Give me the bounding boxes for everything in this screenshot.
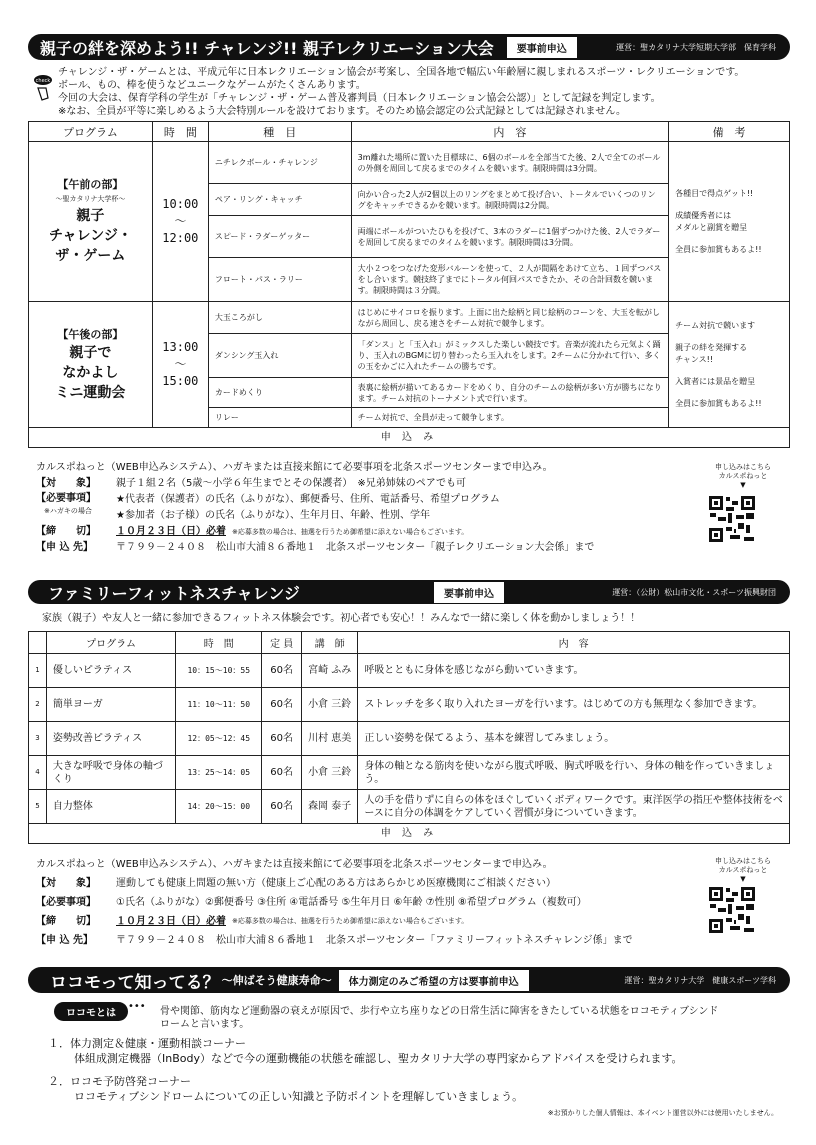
section2-apply-intro: カルスポねっと（WEB申込みシステム）、ハガキまたは直接来館にて必要事項を北条スポーツセンターまで申込み。 xyxy=(36,859,553,870)
section1-target-label: 【対 象】 xyxy=(36,478,96,489)
section1-to: 〒７９９－２４０８ 松山市大浦８６番地１ 北条スポーツセンター「親子レクリエーション大会係」まで xyxy=(116,542,595,553)
morning-name-1: 親子 xyxy=(76,208,105,224)
section2-deadline-note: ※応募多数の場合は、抽選を行うため御希望に添えない場合もございます。 xyxy=(232,917,469,925)
section1-req-2: ★参加者（お子様）の氏名（ふりがな）、生年月日、年齢、性別、学年 xyxy=(116,510,430,521)
section1-intro-2: ボール、もの、棒を使うなどユニークなゲームがたくさんあります。 xyxy=(58,80,366,91)
section3-definition-1: 骨や関節、筋肉など運動器の衰えが原因で、歩行や立ち座りなどの日常生活に障害をきたしている状態をロコモティブシンド xyxy=(160,1006,719,1017)
afternoon-note-1: チーム対抗で競います xyxy=(675,320,756,330)
afternoon-event-4-name: リレー xyxy=(208,408,351,428)
recreation-header-row xyxy=(29,122,790,142)
fitness-row-5-time: 14：20～15：00 xyxy=(176,790,262,824)
header-program: プログラム xyxy=(29,122,153,142)
fitness-row-5-teacher: 森岡 泰子 xyxy=(302,790,358,824)
morning-time-sep: ～ xyxy=(174,214,187,228)
fitness-header-row xyxy=(29,632,790,654)
afternoon-name-2: なかよし xyxy=(62,364,119,381)
section3-ellipsis: ••• xyxy=(128,1001,146,1012)
section2-title: ファミリーフィットネスチャレンジ xyxy=(48,583,300,603)
morning-event-1-name: ニチレクボール・チャレンジ xyxy=(208,142,351,184)
afternoon-program-cell xyxy=(29,302,153,428)
section1-qr-caption-2: カルスポねっと xyxy=(718,472,768,480)
section2-req: ①氏名（ふりがな）②郵便番号 ③住所 ④電話番号 ⑤生年月日 ⑥年齢 ⑦性別 ⑧希望プログラム（複数可） xyxy=(116,897,587,908)
section2-target-label: 【対 象】 xyxy=(36,878,96,889)
header-remarks: 備 考 xyxy=(669,122,790,142)
fitness-row-1-no: 1 xyxy=(29,654,47,688)
table-row xyxy=(29,688,790,722)
section3-tag: 体力測定のみご希望の方は要事前申込 xyxy=(338,969,530,992)
section2-title-bar xyxy=(28,580,790,604)
section1-req-values xyxy=(116,492,500,524)
section3-title: ロコモって知ってる？ xyxy=(50,972,220,993)
fitness-row-4-no: 4 xyxy=(29,756,47,790)
section3-item2-text: ロコモティブシンドロームについての正しい知識と予防ポイントを理解していきましょう。 xyxy=(74,1090,524,1103)
morning-time-cell xyxy=(152,142,208,302)
section1-req-1: ★代表者（保護者）の氏名（ふりがな）、郵便番号、住所、電話番号、希望プログラム xyxy=(116,494,500,505)
fitness-header-content: 内 容 xyxy=(358,632,790,654)
fitness-row-1-teacher: 宮崎 ふみ xyxy=(302,654,358,688)
morning-time-end: 12:00 xyxy=(162,231,199,245)
section1-qr-code[interactable] xyxy=(708,495,756,543)
section1-apply-to-row xyxy=(36,540,696,556)
fitness-row-4-desc: 身体の軸となる筋肉を使いながら腹式呼吸、胸式呼吸を行い、身体の軸を作っていきましょう。 xyxy=(358,756,790,790)
fitness-row-5-desc: 人の手を借りずに自らの体をほぐしていくボディワークです。東洋医学の指圧や整体技術をベースに自分の体調をケアしていく習慣が身についていきます。 xyxy=(358,790,790,824)
section2-apply-header: 申 込 み xyxy=(29,824,790,844)
header-time: 時 間 xyxy=(152,122,208,142)
afternoon-note-2: 親子の絆を発揮する xyxy=(675,342,748,352)
section3-item1-title: １．体力測定＆健康・運動相談コーナー xyxy=(48,1037,246,1050)
section3-privacy: ※お預かりした個人情報は、本イベント運営以外には使用いたしません。 xyxy=(547,1109,778,1117)
section3-title-bar xyxy=(28,967,790,993)
header-event: 種 目 xyxy=(208,122,351,142)
afternoon-event-2-name: ダンシング玉入れ xyxy=(208,334,351,378)
table-row xyxy=(29,302,790,334)
section2-apply-to-row xyxy=(36,931,706,950)
section1-target: 親子１組２名（5歳～小学６年生までとその保護者） ※兄弟姉妹のペアでも可 xyxy=(116,478,467,489)
afternoon-event-1-name: 大玉ころがし xyxy=(208,302,351,334)
section2-qr-code[interactable] xyxy=(708,886,756,934)
fitness-row-1-time: 10：15～10：55 xyxy=(176,654,262,688)
afternoon-label: 【午後の部】 xyxy=(57,327,124,341)
section1-deadline-note: ※応募多数の場合は、抽選を行うため御希望に添えない場合もございます。 xyxy=(232,528,469,536)
section3-subtitle: ～伸ばそう健康寿命～ xyxy=(221,974,332,987)
section1-intro-4: ※なお、全員が平等に楽しめるよう大会特別ルールを設けております。そのため協会認定の公式記録としては記録されません。 xyxy=(58,106,626,117)
table-row xyxy=(29,722,790,756)
section2-tag: 要事前申込 xyxy=(433,581,505,604)
fitness-header-time: 時 間 xyxy=(176,632,262,654)
section1-apply-deadline-row xyxy=(36,524,696,540)
morning-note-2: 成績優秀者には xyxy=(675,210,732,220)
fitness-row-5-program: 自力整体 xyxy=(46,790,175,824)
morning-event-1-desc: 3m離れた場所に置いた目標球に、6個のボールを全部当てた後、2人で全てのボールの外側を周回して戻るまでのタイムを競います。制限時間は3分間。 xyxy=(351,142,669,184)
morning-event-3-desc: 両端にボールがついたひもを投げて、3本のラダーに1個ずつかけた後、2人でラダーを周回して戻るまでのタイムを競います。制限時間は3分間。 xyxy=(351,216,669,258)
section1-apply-req-row xyxy=(36,492,696,524)
fitness-row-2-teacher: 小倉 三鈴 xyxy=(302,688,358,722)
section1-req-label-block xyxy=(36,492,116,524)
morning-note-1: 各種目で得点ゲット!! xyxy=(675,188,754,198)
fitness-row-5-capacity: 60名 xyxy=(262,790,302,824)
morning-notes-cell xyxy=(669,142,790,302)
afternoon-name-3: ミニ運動会 xyxy=(55,384,126,401)
section1-req-label: 【必要事項】 xyxy=(36,493,96,504)
table-row xyxy=(29,756,790,790)
fitness-row-1-desc: 呼吸とともに身体を感じながら動いていきます。 xyxy=(358,654,790,688)
section2-qr-caption xyxy=(698,857,788,884)
section1-qr-caption-1: 申し込みはこちら xyxy=(715,463,771,471)
afternoon-event-4-desc: チーム対抗で、全員が走って競争します。 xyxy=(351,408,669,428)
section1-apply-block xyxy=(36,460,696,556)
section1-apply-header-row xyxy=(29,428,790,448)
section1-apply-header: 申 込 み xyxy=(29,428,790,448)
afternoon-note-3: チャンス!! xyxy=(675,354,714,364)
section3-item1-text: 体組成測定機器（InBody）などで今の運動機能の状態を確認し、聖カタリナ大学の専門家からアドバイスを受けられます。 xyxy=(74,1052,683,1065)
afternoon-time-start: 13:00 xyxy=(162,340,199,354)
fitness-row-2-no: 2 xyxy=(29,688,47,722)
fitness-row-4-teacher: 小倉 三鈴 xyxy=(302,756,358,790)
section2-qr-caption-2: カルスポねっと xyxy=(718,866,768,874)
morning-event-2-name: ペア・リング・キャッチ xyxy=(208,184,351,216)
morning-note-4: 全員に参加賞もあるよ!! xyxy=(675,244,762,254)
table-row xyxy=(29,790,790,824)
section3-organizer: 運営：聖カタリナ大学 健康スポーツ学科 xyxy=(624,975,776,985)
morning-event-2-desc: 向かい合った2人が2個以上のリングをまとめて投げ合い、トータルでいくつのリングをキャッチできるかを競います。制限時間は2分間。 xyxy=(351,184,669,216)
morning-program-cell xyxy=(29,142,153,302)
section1-qr-caption xyxy=(698,463,788,490)
section1-qr-caption-3: ▼ xyxy=(740,481,746,489)
section1-deadline-label: 【締 切】 xyxy=(36,526,96,537)
section2-intro: 家族（親子）や友人と一緒に参加できるフィットネス体験会です。初心者でも安心！！みんなで一緒に楽しく体を動かしましょう！！ xyxy=(42,613,641,624)
check-hand-icon xyxy=(34,74,52,102)
fitness-row-4-capacity: 60名 xyxy=(262,756,302,790)
morning-name-3: ザ・ゲーム xyxy=(55,248,126,264)
afternoon-note-4: 入賞者には景品を贈呈 xyxy=(675,376,756,386)
section1-apply-target-row xyxy=(36,476,696,492)
section2-apply-deadline-row xyxy=(36,912,706,931)
section1-to-label: 【申 込 先】 xyxy=(36,542,93,553)
morning-event-3-name: スピード・ラダーゲッター xyxy=(208,216,351,258)
afternoon-event-1-desc: はじめにサイコロを振ります。上面に出た絵柄と同じ絵柄のコーンを、大玉を転がしながら周回し、戻る速さをチーム対抗で競争します。 xyxy=(351,302,669,334)
section1-intro-3: 今回の大会は、保育学科の学生が「チャレンジ・ザ・ゲーム普及審判員（日本レクリエーション協会公認）」として記録を判定します。 xyxy=(58,93,661,104)
afternoon-event-3-desc: 表裏に絵柄が描いてあるカードをめくり、自分のチームの絵柄が多い方が勝ちになります。チーム対抗のトーナメント式で行います。 xyxy=(351,378,669,408)
section2-deadline: １０月２３日（日）必着 xyxy=(116,916,226,927)
section2-apply-target-row xyxy=(36,874,706,893)
section2-to-label: 【申 込 先】 xyxy=(36,935,93,946)
fitness-row-4-program: 大きな呼吸で身体の軸づくり xyxy=(46,756,175,790)
fitness-row-2-time: 11：10～11：50 xyxy=(176,688,262,722)
afternoon-notes-cell xyxy=(669,302,790,428)
afternoon-event-3-name: カードめくり xyxy=(208,378,351,408)
morning-sub: ～聖カタリナ大学杯～ xyxy=(55,195,126,203)
check-label: check xyxy=(35,78,51,84)
section1-title-bar xyxy=(28,34,790,60)
fitness-row-3-time: 12：05～12：45 xyxy=(176,722,262,756)
afternoon-time-end: 15:00 xyxy=(162,374,199,388)
section2-apply-block xyxy=(36,855,706,950)
fitness-header-capacity: 定 員 xyxy=(262,632,302,654)
fitness-row-2-desc: ストレッチを多く取り入れたヨーガを行います。はじめての方も無理なく参加できます。 xyxy=(358,688,790,722)
section2-deadline-label: 【締 切】 xyxy=(36,916,96,927)
fitness-row-2-capacity: 60名 xyxy=(262,688,302,722)
fitness-header-teacher: 講 師 xyxy=(302,632,358,654)
section1-title: 親子の絆を深めよう!! チャレンジ!! 親子レクリエーション大会 xyxy=(40,38,494,58)
section2-apply-header-row xyxy=(29,824,790,844)
fitness-header-program: プログラム xyxy=(46,632,175,654)
section2-apply-req-row xyxy=(36,893,706,912)
section2-qr-caption-1: 申し込みはこちら xyxy=(715,857,771,865)
section1-intro-1: チャレンジ・ザ・ゲームとは、平成元年に日本レクリエーション協会が考案し、全国各地で幅広い年齢層に親しまれるスポーツ・レクリエーションです。 xyxy=(58,67,745,78)
morning-time-start: 10:00 xyxy=(162,197,199,211)
section1-organizer: 運営：聖カタリナ大学短期大学部 保育学科 xyxy=(616,42,776,52)
section1-apply-intro: カルスポねっと（WEB申込みシステム）、ハガキまたは直接来館にて必要事項を北条スポーツセンターまで申込み。 xyxy=(36,462,553,473)
fitness-row-3-program: 姿勢改善ピラティス xyxy=(46,722,175,756)
afternoon-time-sep: ～ xyxy=(174,357,187,371)
afternoon-name-1: 親子で xyxy=(69,344,112,361)
header-content: 内 容 xyxy=(351,122,669,142)
table-row xyxy=(29,654,790,688)
fitness-row-1-program: 優しいピラティス xyxy=(46,654,175,688)
section3-definition-2: ロームと言います。 xyxy=(160,1019,250,1030)
morning-label: 【午前の部】 xyxy=(57,178,124,191)
fitness-row-4-time: 13：25～14：05 xyxy=(176,756,262,790)
section2-req-label: 【必要事項】 xyxy=(36,897,96,908)
afternoon-event-2-desc: 「ダンス」と「玉入れ」がミックスした楽しい競技です。音楽が流れたら元気よく踊り、玉入れのBGMに切り替わったら玉入れをします。2チームに分かれて行い、多くの玉をかごに入れたチームの勝ちです。 xyxy=(351,334,669,378)
fitness-row-3-capacity: 60名 xyxy=(262,722,302,756)
morning-note-3: メダルと副賞を贈呈 xyxy=(675,222,748,232)
morning-event-4-name: フロート・パス・ラリー xyxy=(208,258,351,302)
fitness-table xyxy=(28,631,790,844)
table-row xyxy=(29,142,790,184)
fitness-row-5-no: 5 xyxy=(29,790,47,824)
section2-target: 運動しても健康上問題の無い方（健康上ご心配のある方はあらかじめ医療機関にご相談ください） xyxy=(116,878,556,889)
recreation-table xyxy=(28,121,790,448)
fitness-row-2-program: 簡単ヨーガ xyxy=(46,688,175,722)
morning-event-4-desc: 大小２つをつなげた変形バルーンを使って、２人が間隔をあけて立ち、１回ずつパスをし合います。競技終了までにトータル何回パスできたか、その合計回数を競います。制限時間は３分間。 xyxy=(351,258,669,302)
section1-req-sub: ※ハガキの場合 xyxy=(44,507,92,515)
fitness-row-1-capacity: 60名 xyxy=(262,654,302,688)
section2-to: 〒７９９－２４０８ 松山市大浦８６番地１ 北条スポーツセンター「ファミリーフィットネスチャレンジ係」まで xyxy=(116,935,633,946)
afternoon-time-cell xyxy=(152,302,208,428)
fitness-row-3-desc: 正しい姿勢を保てるよう、基本を練習してみましょう。 xyxy=(358,722,790,756)
morning-name-2: チャレンジ・ xyxy=(48,228,132,244)
section2-qr-caption-3: ▼ xyxy=(740,875,746,883)
section2-organizer: 運営：（公財）松山市文化・スポーツ振興財団 xyxy=(612,587,776,597)
section3-pill: ロコモとは xyxy=(54,1002,128,1021)
section3-item2-title: ２．ロコモ予防啓発コーナー xyxy=(48,1075,191,1088)
fitness-header-no xyxy=(29,632,47,654)
fitness-row-3-no: 3 xyxy=(29,722,47,756)
section1-deadline: １０月２３日（日）必着 xyxy=(116,526,226,537)
section1-tag: 要事前申込 xyxy=(506,36,578,59)
fitness-row-3-teacher: 川村 恵美 xyxy=(302,722,358,756)
afternoon-note-5: 全員に参加賞もあるよ!! xyxy=(675,398,762,408)
